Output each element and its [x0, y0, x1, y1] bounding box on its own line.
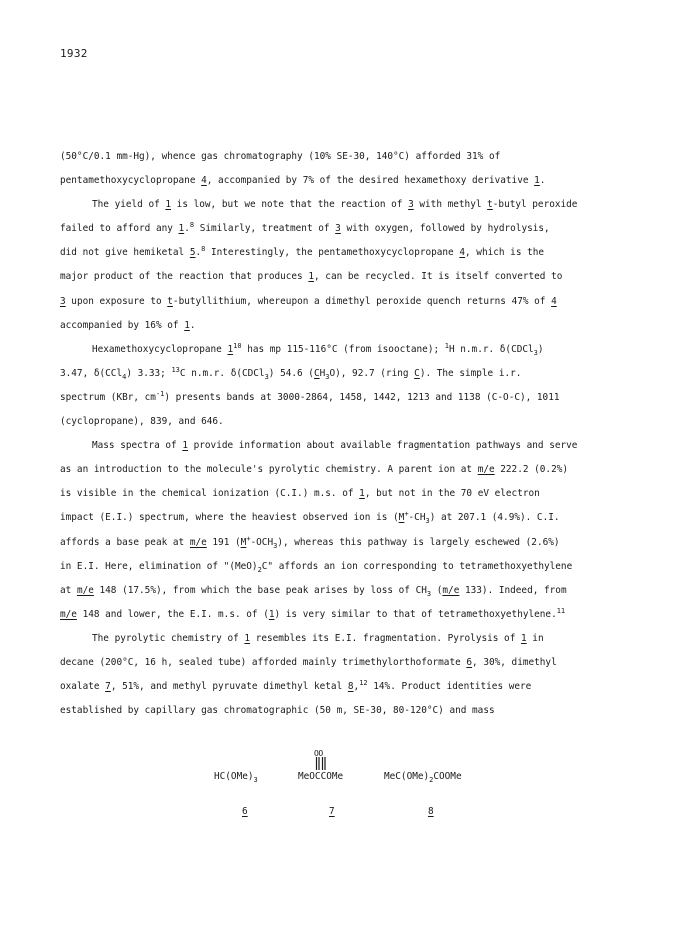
text-line: established by capillary gas chromatographic (50 m, SE-30, 80-120°C) and mass [60, 705, 495, 717]
text-line: (50°C/0.1 mm-Hg), whence gas chromatography (10% SE-30, 140°C) afforded 31% of [60, 151, 501, 162]
text-line: accompanied by 16% of 1. [60, 319, 196, 331]
structure-6-formula: $HC(OMe)_3$ [214, 771, 258, 784]
text-line: in E.I. Here, elimination of "$(MeO)_2C$" affords an ion corresponding to tetramethoxyethylene [60, 560, 573, 574]
text-line: Hexamethoxycyclopropane $1^{10}$ has mp 115-116°C (from isooctane); $^1$H n.m.r. δ(CDCl$_3$) [92, 341, 544, 357]
double-bond-marks [314, 757, 328, 771]
text-line: failed to afford any 1.$^8$ Similarly, treatment of 3 with oxygen, followed by hydrolysis, [60, 221, 550, 235]
structure-6-label: 6 [242, 806, 248, 817]
text-line: oxalate 7, 51%, and methyl pyruvate dimethyl ketal 8,12 14%. Product identities were [60, 678, 532, 693]
text-line: (cyclopropane), 839, and 646. [60, 416, 224, 428]
text-line: m/e 148 and lower, the E.I. m.s. of (1) is very similar to that of tetramethoxyethylene.$^{11}$ [60, 606, 566, 620]
page-number: 1932 [60, 47, 88, 60]
text-line: as an introduction to the molecule's pyrolytic chemistry. A parent ion at m/e 222.2 (0.2%) [60, 464, 568, 476]
text-line: major product of the reaction that produces 1, can be recycled. It is itself converted to [60, 271, 563, 283]
structure-7-carbonyl-oxygens: OO [314, 749, 323, 758]
text-line: at m/e 148 (17.5%), from which the base peak arises by loss of $CH_3$ (m/e 133). Indeed, from [60, 584, 567, 598]
text-line: The yield of 1 is low, but we note that the reaction of 3 with methyl t-butyl peroxide [92, 199, 578, 211]
text-line: pentamethoxycyclopropane 4, accompanied by 7% of the desired hexamethoxy derivative 1. [60, 175, 546, 187]
structure-8-formula: $MeC(OMe)_2COOMe$ [384, 771, 462, 784]
text-line: did not give hemiketal 5.$^8$ Interestingly, the pentamethoxycyclopropane 4, which is the [60, 245, 545, 259]
text-line: Mass spectra of 1 provide information about available fragmentation pathways and serve [92, 440, 578, 452]
text-line: impact (E.I.) spectrum, where the heaviest observed ion is $(M^+-CH_3)$ at 207.1 (4.9%). C.I. [60, 510, 560, 526]
text-line: 3.47, δ(CCl$_4$) 3.33; $^{13}$C n.m.r. δ(CDCl$_3$) 54.6 $(CH_3O)$, 92.7 (ring C). The simple i.r. [60, 365, 522, 381]
text-line: 3 upon exposure to t-butyllithium, whereupon a dimethyl peroxide quench returns 47% of 4 [60, 295, 557, 307]
text-line: The pyrolytic chemistry of 1 resembles its E.I. fragmentation. Pyrolysis of 1 in [92, 632, 544, 644]
structure-8-label: 8 [428, 806, 434, 817]
structure-7-formula: MeOCCOMe [298, 771, 344, 782]
structure-7-label: 7 [329, 806, 335, 817]
text-line: affords a base peak at m/e 191 $(M^+-OCH_3)$, whereas this pathway is largely eschewed (2.6%) [60, 534, 560, 550]
text-line: spectrum (KBr, $cm^{-1}$) presents bands at 3000-2864, 1458, 1442, 1213 and 1138 (C-O-C), 1011 [60, 389, 560, 403]
text-line: decane (200°C, 16 h, sealed tube) afforded mainly trimethylorthoformate 6, 30%, dimethyl [60, 656, 557, 668]
text-line: is visible in the chemical ionization (C.I.) m.s. of 1, but not in the 70 eV electron [60, 488, 540, 500]
